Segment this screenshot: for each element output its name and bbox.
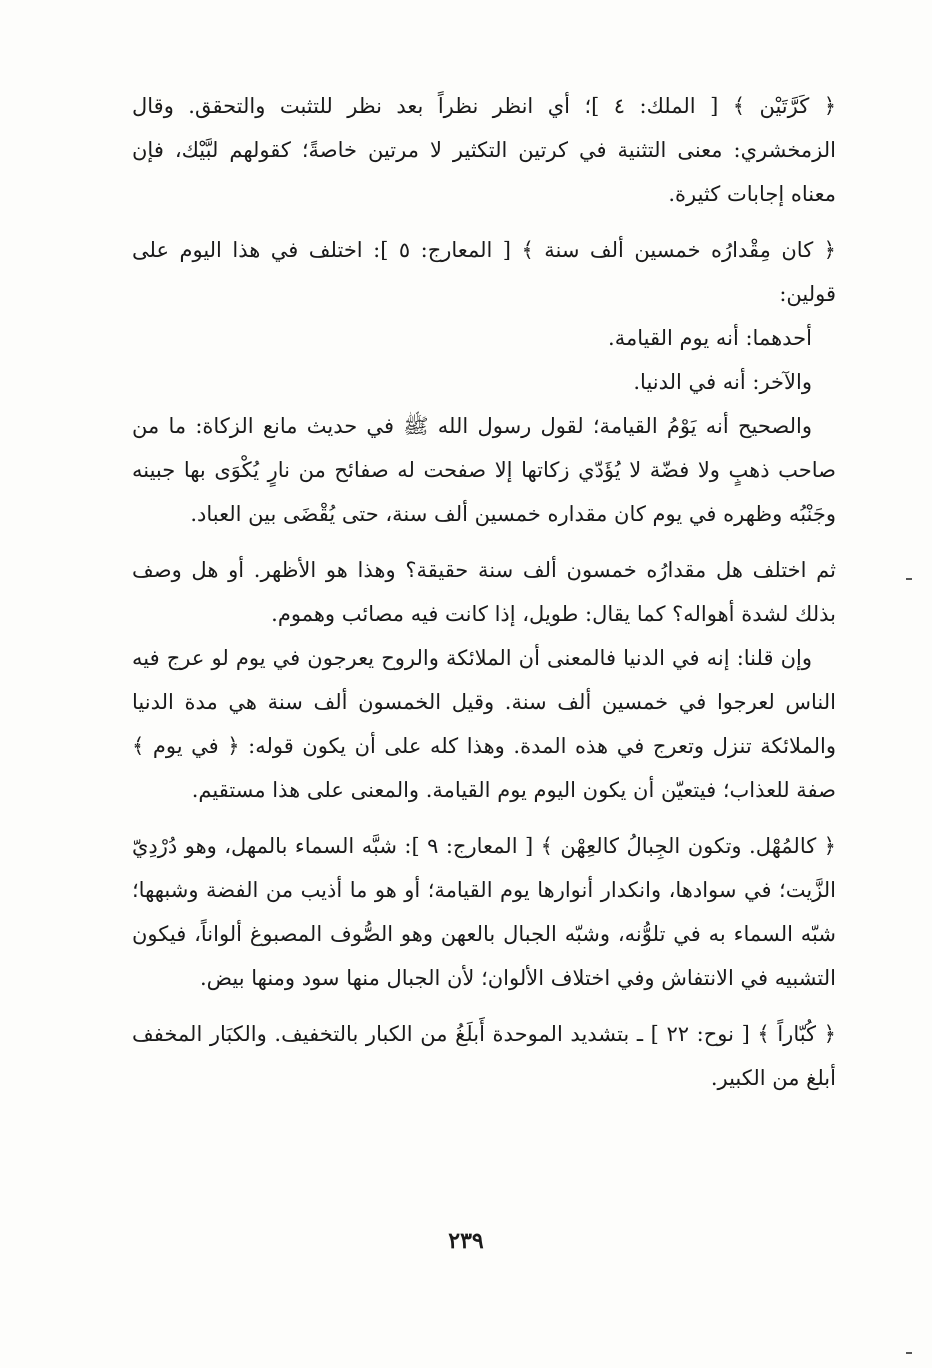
page-body bbox=[132, 84, 836, 1100]
paragraph-correct-opinion: والصحيح أنه يَوْمُ القيامة؛ لقول رسول الله ﷺ في حديث مانع الزكاة: ما من صاحب ذهبٍ ولا فضّة لا يُؤَدّي زكاتها إلا صفحت له صفائح من نارٍ يُكْوَى بها جبينه وجَنْبُه وظهره في يوم كان مقداره خمسين ألف سنة، حتى يُقْضَى بين العباد. bbox=[132, 414, 836, 526]
paragraph-second-opinion: والآخر: أنه في الدنيا. bbox=[633, 370, 812, 394]
paragraph-worldly-meaning: وإن قلنا: إنه في الدنيا فالمعنى أن الملائكة والروح يعرجون في يوم لو عرج فيه الناس لعرجوا في خمسين ألف سنة. وقيل الخمسون ألف سنة هي مدة الدنيا والملائكة تنزل وتعرج في هذه المدة. وهذا كله على أن يكون قوله: ﴿ في يوم ﴾ صفة للعذاب؛ فيتعيّن أن يكون اليوم يوم القيامة. والمعنى على هذا مستقيم. bbox=[132, 646, 836, 802]
paragraph-actual-measure: ثم اختلف هل مقدارُه خمسون ألف سنة حقيقة؟ وهذا هو الأظهر. أو هل وصف بذلك لشدة أهواله؟ كما يقال: طويل، إذا كانت فيه مصائب وهموم. bbox=[132, 558, 836, 626]
paragraph-first-opinion: أحدهما: أنه يوم القيامة. bbox=[608, 326, 812, 350]
paragraph-kalmuhl: ﴿ كالمُهْل. وتكون الجِبالُ كالعِهْن ﴾ [ المعارج: ٩ ]: شبَّه السماء بالمهل، وهو دُرْدِيّ الزَّيت؛ في سوادها، وانكدار أنوارها يوم القيامة؛ أو هو ما أذيب من الفضة وشبهها؛ شبّه السماء به في تلوُّنه، وشبّه الجبال بالعهن وهو الصُّوف المصبوغ ألواناً، فيكون التشبيه في الانتفاش وفي اختلاف الألوان؛ لأن الجبال منها سود ومنها بيض. bbox=[132, 834, 836, 990]
page-number: ٢٣٩ bbox=[448, 1228, 484, 1254]
paragraph-kubbaran: ﴿ كُبّاراً ﴾ [ نوح: ٢٢ ] ـ بتشديد الموحدة أَبلَغُ من الكبار بالتخفيف. والكبَار المخفف أبلغ من الكبير. bbox=[132, 1022, 836, 1090]
scan-mark bbox=[906, 1352, 912, 1354]
paragraph-karratayn: ﴿ كَرَّتَيْن ﴾ [ الملك: ٤ ]؛ أي انظر نظراً بعد نظر للتثبت والتحقق. وقال الزمخشري: معنى التثنية في كرتين التكثير لا مرتين خاصةً؛ كقولهم لبَّيْك، فإن معناه إجابات كثيرة. bbox=[132, 94, 836, 206]
paragraph-miqdaruh: ﴿ كان مِقْدارُه خمسين ألف سنة ﴾ [ المعارج: ٥ ]: اختلف في هذا اليوم على قولين: bbox=[132, 238, 836, 306]
scan-mark bbox=[906, 578, 912, 580]
